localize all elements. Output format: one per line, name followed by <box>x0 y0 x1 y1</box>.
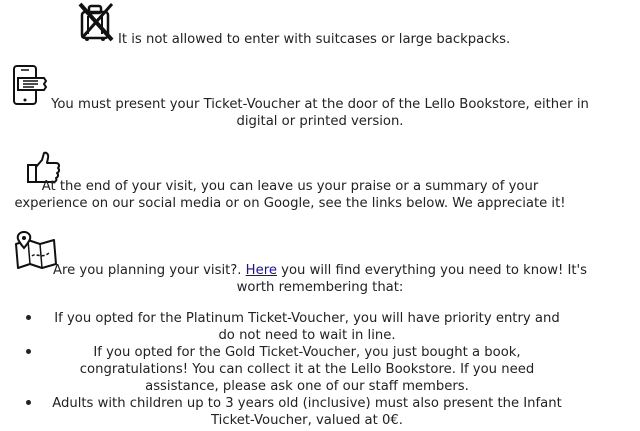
planning-text-after: you will find everything you need to know! It's worth remembering that: <box>236 263 588 295</box>
rule-ticket-text: You must present your Ticket-Voucher at the door of the Lello Bookstore, either in digital or printed version. <box>51 97 589 129</box>
note-gold: If you opted for the Gold Ticket-Voucher, you just bought a book, congratulations! You can collect it at the Lello Bookstore. If you need assistance, please ask one of our staff members. <box>79 345 535 394</box>
rule-planning-text <box>40 262 600 296</box>
list-item <box>0 344 640 395</box>
list-item <box>0 395 640 429</box>
bullet <box>24 310 32 327</box>
note-platinum: If you opted for the Platinum Ticket-Voucher, you will have priority entry and do not need to wait in line. <box>54 311 560 343</box>
rule-praise-text: At the end of your visit, you can leave us your praise or a summary of your experience on our social media or on Google, see the links below. We appreciate it! <box>14 179 566 211</box>
note-infant: Adults with children up to 3 years old (inclusive) must also present the Infant Ticket-Voucher, valued at 0€. <box>52 396 562 428</box>
bullet <box>24 344 32 361</box>
rule-suitcases-text: It is not allowed to enter with suitcases or large backpacks. <box>118 32 511 47</box>
list-item <box>0 310 640 344</box>
planning-text-before: Are you planning your visit?. <box>52 263 246 278</box>
no-luggage-icon <box>74 0 118 46</box>
notes-list <box>0 310 640 429</box>
bullet <box>24 395 32 412</box>
here-link[interactable]: Here <box>245 263 277 278</box>
